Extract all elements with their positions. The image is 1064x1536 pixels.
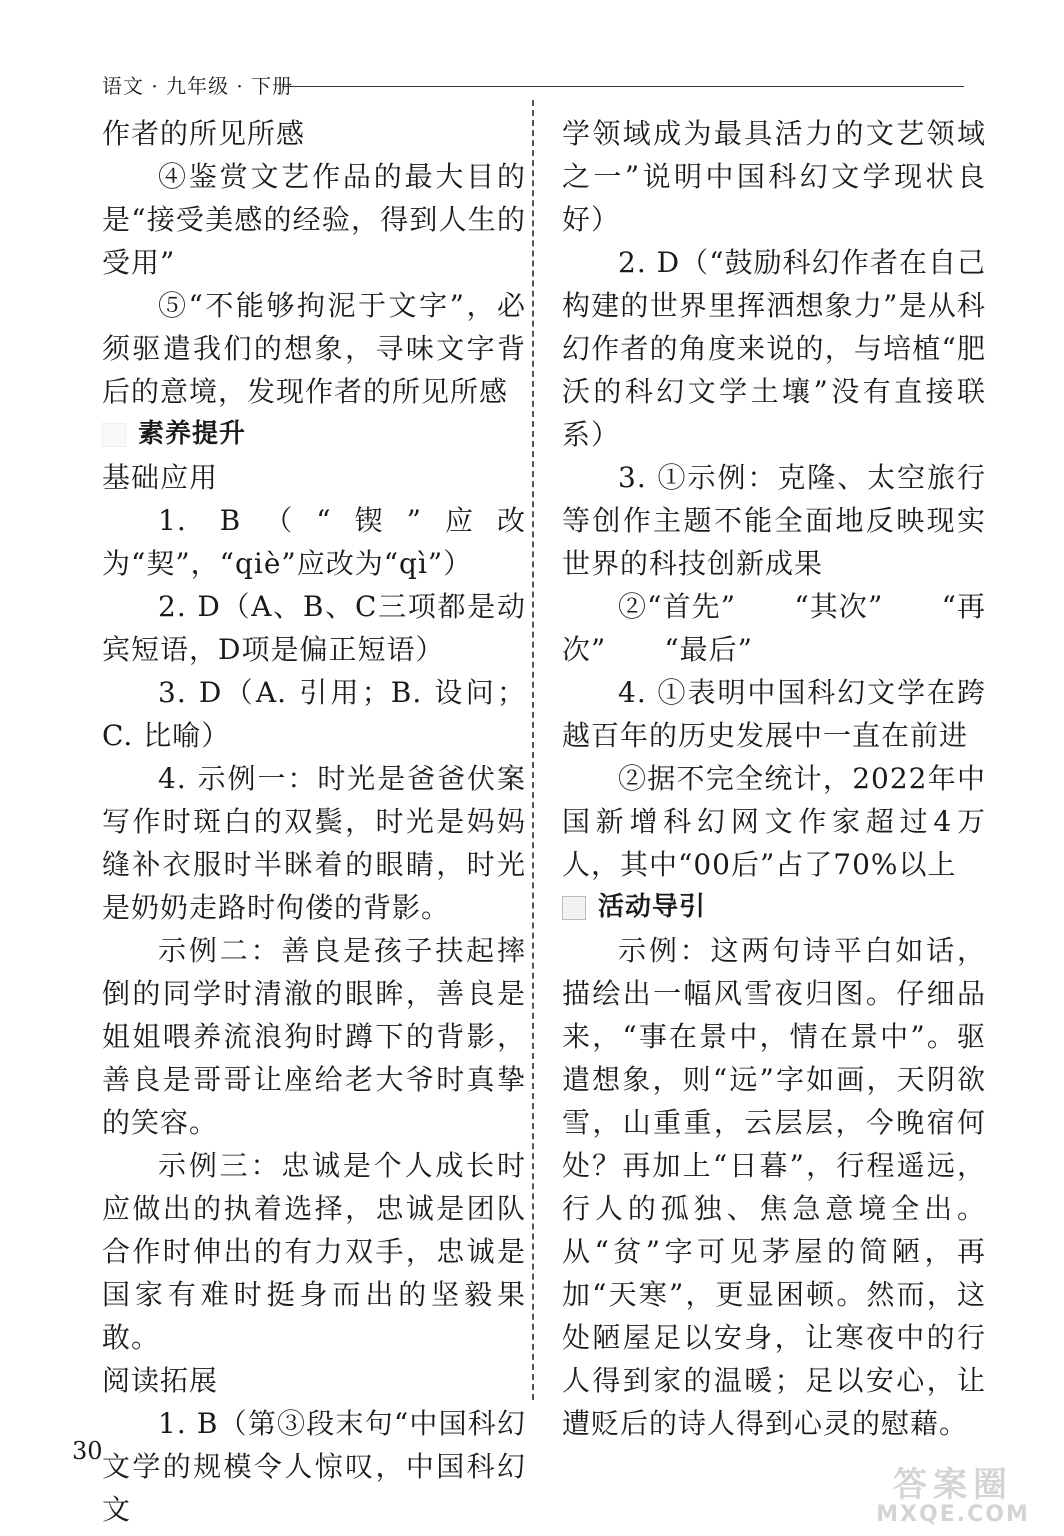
answer-paragraph: 学领域成为最具活力的文艺领域之一”说明中国科幻文学现状良好） (562, 117, 986, 236)
answer-paragraph: ⑤“不能够拘泥于文字”，必须驱遣我们的想象，寻味文字背后的意境，发现作者的所见所感 (102, 289, 526, 408)
watermark-url: MXQE.COM (876, 1502, 1030, 1527)
answer-paragraph: 1. B（“锲”应改为“契”，“qiè”应改为“qì”） (102, 504, 526, 580)
section-marker-icon (102, 423, 126, 447)
header-rule (282, 86, 964, 87)
section-heading (562, 886, 986, 929)
right-column (562, 112, 986, 1445)
section-marker-icon (562, 896, 586, 920)
answer-paragraph: 3. D（A. 引用；B. 设问；C. 比喻） (102, 676, 526, 752)
answer-paragraph: 1. B（第③段末句“中国科幻文学的规模令人惊叹，中国科幻文 (102, 1407, 526, 1526)
page-number: 30 (72, 1437, 103, 1465)
answer-paragraph: 2. D（A、B、C三项都是动宾短语，D项是偏正短语） (102, 590, 526, 666)
section-heading (102, 413, 526, 456)
answer-paragraph: 示例二：善良是孩子扶起摔倒的同学时清澈的眼眸，善良是姐姐喂养流浪狗时蹲下的背影，善良是哥哥让座给老大爷时真挚的笑容。 (102, 934, 526, 1139)
answer-paragraph: 2. D（“鼓励科幻作者在自己构建的世界里挥洒想象力”是从科幻作者的角度来说的，与培植“肥沃的科幻文学土壤”没有直接联系） (562, 246, 986, 451)
answer-paragraph: ②“首先” “其次” “再次” “最后” (562, 590, 986, 666)
answer-paragraph: ④鉴赏文艺作品的最大目的是“接受美感的经验，得到人生的受用” (102, 160, 526, 279)
answer-paragraph: 基础应用 (102, 461, 219, 494)
answer-paragraph: 作者的所见所感 (102, 117, 306, 150)
answer-paragraph: 4. ①表明中国科幻文学在跨越百年的历史发展中一直在前进 (562, 676, 986, 752)
left-column (102, 112, 526, 1531)
watermark-title: 答案圈 (893, 1465, 1013, 1505)
section-heading-label: 活动导引 (598, 892, 707, 922)
answer-paragraph: ②据不完全统计，2022年中国新增科幻网文作家超过4万人，其中“00后”占了70%以上 (562, 762, 986, 881)
section-heading-label: 素养提升 (138, 419, 247, 449)
answer-paragraph: 示例三：忠诚是个人成长时应做出的执着选择，忠诚是团队合作时伸出的有力双手，忠诚是国家有难时挺身而出的坚毅果敢。 (102, 1149, 526, 1354)
answer-paragraph: 4. 示例一：时光是爸爸伏案写作时斑白的双鬓，时光是妈妈缝补衣服时半眯着的眼睛，时光是奶奶走路时佝偻的背影。 (102, 762, 526, 924)
answer-paragraph: 3. ①示例：克隆、太空旅行等创作主题不能全面地反映现实世界的科技创新成果 (562, 461, 986, 580)
header-label: 语文 · 九年级 · 下册 (102, 74, 294, 98)
answer-paragraph: 示例：这两句诗平白如话，描绘出一幅风雪夜归图。仔细品来，“事在景中，情在景中”。驱遣想象，则“远”字如画，天阴欲雪，山重重，云层层，今晚宿何处？再加上“日暮”，行程遥远，行人的孤独、焦急意境全出。从“贫”字可见茅屋的简陋，再加“天寒”，更显困顿。然而，这处陋屋足以安身，让寒夜中的行人得到家的温暖；足以安心，让遭贬后的诗人得到心灵的慰藉。 (562, 934, 986, 1440)
answer-paragraph: 阅读拓展 (102, 1364, 219, 1397)
watermark (858, 1464, 1048, 1530)
column-divider (532, 100, 534, 1400)
